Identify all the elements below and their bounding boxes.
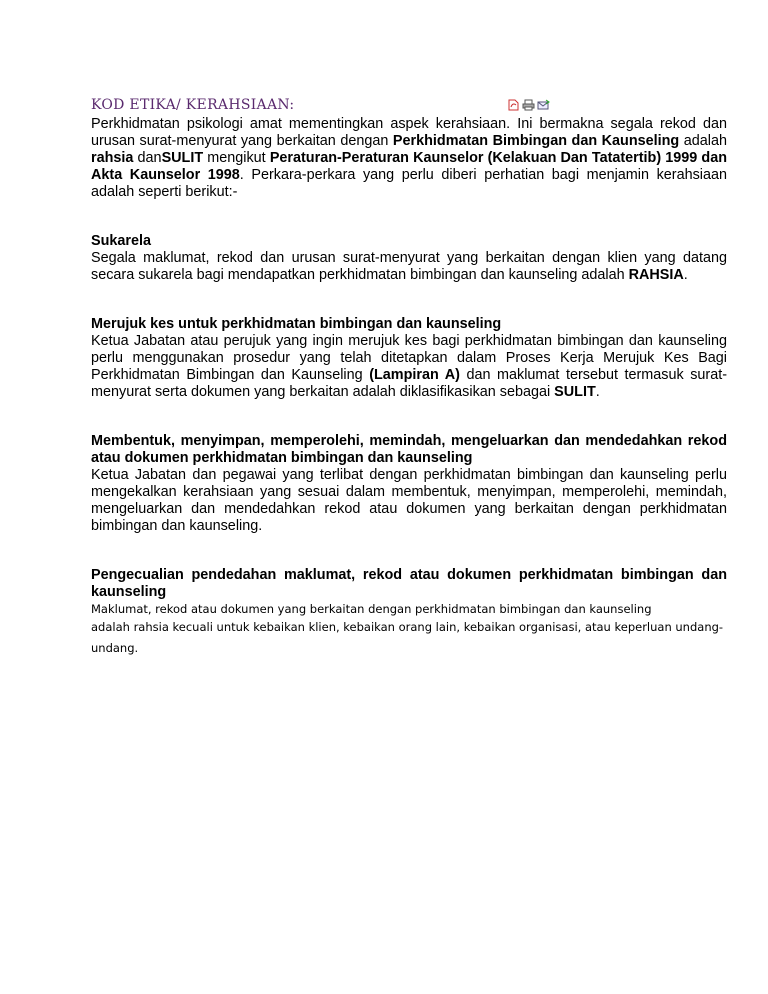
merujuk-bold-1: (Lampiran A) bbox=[369, 367, 460, 383]
merujuk-text-1: Ketua Jabatan atau perujuk yang ingin merujuk kes bagi perkhidmatan bimbingan dan kaunseling perlu menggunakan prosedur yang telah ditetapkan dalam Proses Kerja Merujuk Kes Bagi Perkhidmatan Bimbingan dan Kaunseling bbox=[91, 333, 727, 383]
section-membentuk bbox=[91, 433, 727, 535]
intro-bold-4: Peraturan-Peraturan Kaunselor (Kelakuan Dan Tatatertib) 1999 dan Akta Kaunselor 1998 bbox=[91, 150, 728, 183]
intro-text-4: mengikut bbox=[203, 150, 270, 166]
sukarela-body bbox=[91, 250, 727, 284]
pengecualian-line-1: Maklumat, rekod atau dokumen yang berkaitan dengan perkhidmatan bimbingan dan kaunseling bbox=[91, 602, 652, 616]
intro-text-1: Perkhidmatan psikologi amat mementingkan aspek kerahsiaan. Ini bermakna segala rekod dan urusan surat-menyurat yang berkaitan dengan bbox=[91, 116, 727, 149]
pengecualian-line-2: adalah rahsia kecuali untuk kebaikan klien, kebaikan orang lain, kebaikan organisasi, atau keperluan undang- bbox=[91, 620, 724, 634]
section-pengecualian bbox=[91, 567, 727, 659]
print-icon[interactable] bbox=[522, 98, 535, 111]
document-page bbox=[91, 96, 727, 659]
sukarela-text-2: . bbox=[683, 267, 688, 283]
sukarela-text-1: Segala maklumat, rekod dan urusan surat-menyurat yang berkaitan dengan klien yang datang secara sukarela bagi mendapatkan perkhidmatan bimbingan dan kaunseling adalah bbox=[91, 250, 727, 283]
intro-text-3: dan bbox=[133, 150, 162, 166]
sukarela-heading: Sukarela bbox=[91, 233, 152, 249]
toolbar bbox=[507, 98, 550, 111]
email-icon[interactable] bbox=[537, 98, 550, 111]
title-row bbox=[91, 96, 727, 116]
intro-bold-2: rahsia bbox=[91, 150, 134, 166]
page-title: KOD ETIKA/ KERAHSIAAN: bbox=[91, 97, 295, 113]
merujuk-body bbox=[91, 333, 727, 401]
section-sukarela bbox=[91, 233, 727, 284]
membentuk-body: Ketua Jabatan dan pegawai yang terlibat dengan perkhidmatan bimbingan dan kaunseling perlu mengekalkan kerahsiaan yang sesuai dalam membentuk, menyimpan, memperolehi, memindah, mengeluarkan dan mendedahkan rekod atau dokumen yang berkaitan dengan perkhidmatan bimbingan dan kaunseling. bbox=[91, 467, 727, 534]
intro-bold-1: Perkhidmatan Bimbingan dan Kaunseling bbox=[392, 133, 680, 149]
merujuk-text-3: . bbox=[595, 384, 600, 400]
intro-text-2: adalah bbox=[679, 133, 727, 149]
section-merujuk bbox=[91, 316, 727, 401]
merujuk-bold-2: SULIT bbox=[554, 384, 596, 400]
merujuk-text-2: dan maklumat tersebut termasuk surat-menyurat serta dokumen yang berkaitan adalah diklasifikasikan sebagai bbox=[91, 367, 728, 400]
intro-text-5: . Perkara-perkara yang perlu diberi perhatian bagi menjamin kerahsiaan adalah seperti berikut:- bbox=[91, 167, 728, 200]
intro-paragraph bbox=[91, 116, 727, 201]
sukarela-bold-1: RAHSIA bbox=[628, 267, 684, 283]
pengecualian-line-3: undang. bbox=[91, 641, 139, 655]
membentuk-heading: Membentuk, menyimpan, memperolehi, memindah, mengeluarkan dan mendedahkan rekod atau dokumen perkhidmatan bimbingan dan kaunseling bbox=[91, 433, 727, 466]
pengecualian-heading: Pengecualian pendedahan maklumat, rekod atau dokumen perkhidmatan bimbingan dan kaunseling bbox=[91, 567, 727, 600]
intro-bold-3: SULIT bbox=[161, 150, 204, 166]
merujuk-heading: Merujuk kes untuk perkhidmatan bimbingan dan kaunseling bbox=[91, 316, 502, 332]
pdf-icon[interactable] bbox=[507, 98, 520, 111]
